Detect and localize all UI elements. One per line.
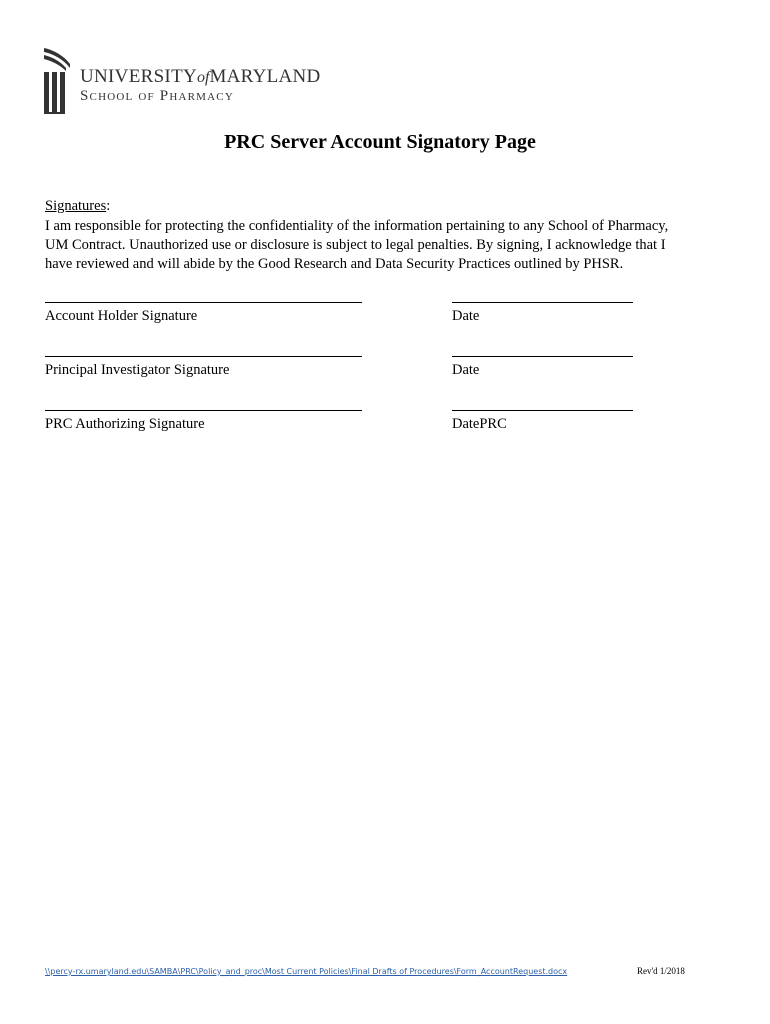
- footer-file-path-link[interactable]: \\percy-rx.umaryland.edu\SAMBA\PRC\Policy_and_proc\Most Current Policies\Final Drafts of Procedures\Form_AccountRequest.docx: [45, 967, 568, 976]
- footer-revision-date: Rev'd 1/2018: [637, 966, 685, 976]
- prc-authorizing-signature-line[interactable]: [45, 410, 362, 411]
- logo-school-name: School of Pharmacy: [80, 88, 234, 104]
- principal-investigator-date-label: Date: [452, 362, 480, 378]
- signatures-heading: Signatures:: [45, 198, 111, 214]
- account-holder-signature-label: Account Holder Signature: [45, 308, 198, 324]
- principal-investigator-date-line[interactable]: [452, 356, 633, 357]
- acknowledgement-text-line-1: I am responsible for protecting the confidentiality of the information pertaining to any School of Pharmacy,: [45, 218, 669, 234]
- university-logo: [42, 46, 321, 116]
- prc-authorizing-date-label: DatePRC: [452, 416, 507, 432]
- account-holder-date-line[interactable]: [452, 302, 633, 303]
- acknowledgement-text-line-3: have reviewed and will abide by the Good Research and Data Security Practices outlined by PHSR.: [45, 256, 624, 272]
- acknowledgement-text-line-2: UM Contract. Unauthorized use or disclosure is subject to legal penalties. By signing, I acknowledge that I: [45, 237, 666, 253]
- principal-investigator-signature-label: Principal Investigator Signature: [45, 362, 230, 378]
- account-holder-signature-line[interactable]: [45, 302, 362, 303]
- page-title: PRC Server Account Signatory Page: [224, 131, 536, 153]
- principal-investigator-signature-line[interactable]: [45, 356, 362, 357]
- university-seal-icon: [42, 46, 72, 114]
- account-holder-date-label: Date: [452, 308, 480, 324]
- logo-university-name: UNIVERSITYofMARYLAND: [80, 66, 321, 87]
- prc-authorizing-date-line[interactable]: [452, 410, 633, 411]
- prc-authorizing-signature-label: PRC Authorizing Signature: [45, 416, 205, 432]
